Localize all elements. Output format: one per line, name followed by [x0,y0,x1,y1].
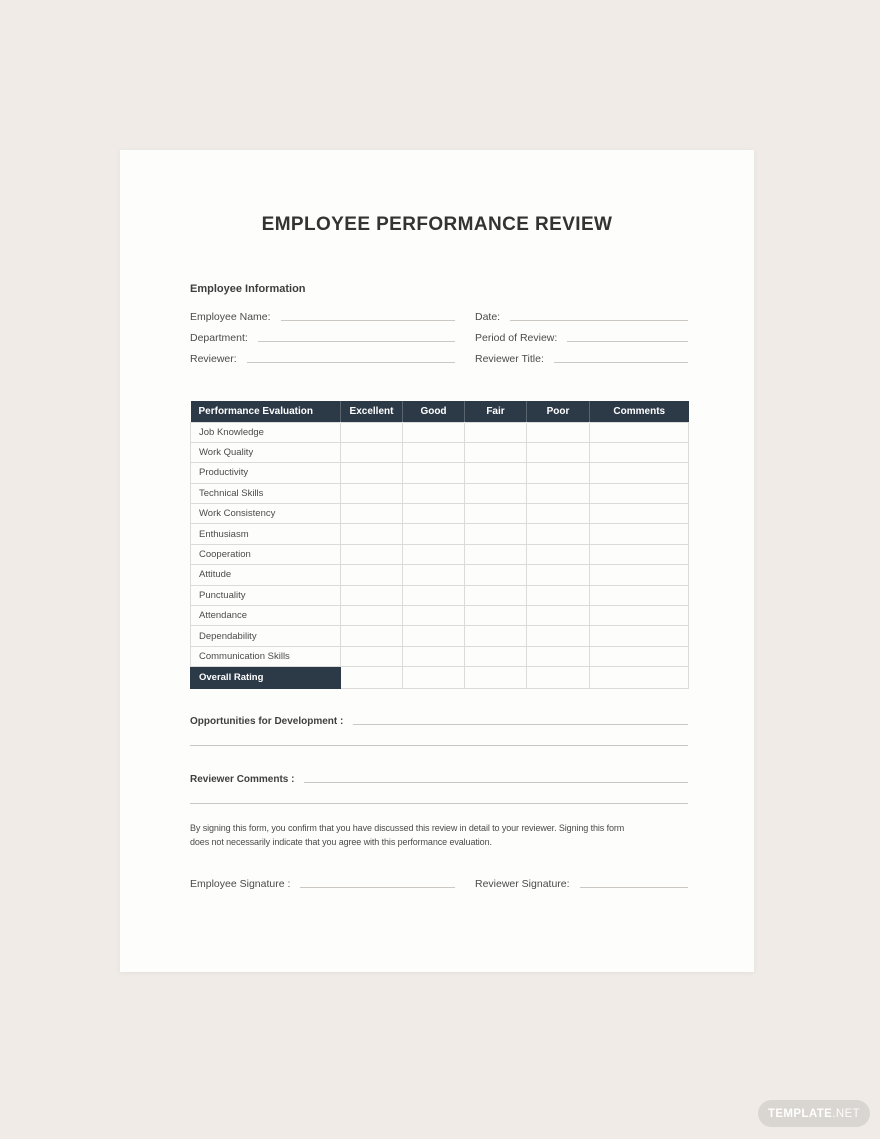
criterion-label: Attitude [191,565,341,585]
poor-rating-cell[interactable] [527,442,590,462]
good-rating-cell[interactable] [403,565,465,585]
department-input[interactable] [258,341,455,342]
reviewer-signature-field [475,878,688,893]
column-header-excellent: Excellent [341,401,403,422]
fair-rating-cell[interactable] [465,544,527,564]
fair-rating-cell[interactable] [465,442,527,462]
table-row [191,504,689,524]
good-rating-cell[interactable] [403,646,465,666]
opportunities-for-development-label: Opportunities for Development : [190,716,344,727]
fair-rating-cell[interactable] [465,585,527,605]
table-row [191,606,689,626]
info-row [190,347,688,368]
good-rating-cell[interactable] [403,585,465,605]
watermark-text-primary: TEMPLATE [767,1107,833,1120]
good-rating-cell[interactable] [403,504,465,524]
criterion-label: Cooperation [191,544,341,564]
column-header-performance-evaluation: Performance Evaluation [191,401,341,422]
signature-row [190,872,688,893]
reviewer-signature-label: Reviewer Signature: [475,878,570,890]
period-of-review-field [475,332,688,347]
reviewer-title-field [475,353,688,368]
comments-rating-cell[interactable] [590,626,689,646]
excellent-rating-cell[interactable] [341,585,403,605]
comments-rating-cell[interactable] [590,544,689,564]
period-of-review-input[interactable] [567,341,688,342]
fair-rating-cell[interactable] [465,483,527,503]
poor-rating-cell[interactable] [527,483,590,503]
poor-rating-cell[interactable] [527,626,590,646]
disclaimer-line-2: does not necessarily indicate that you agree with this performance evaluation. [190,836,492,847]
employee-info-heading: Employee Information [190,283,306,295]
reviewer-title-label: Reviewer Title: [475,353,544,365]
good-rating-cell[interactable] [403,626,465,646]
fair-rating-cell[interactable] [465,524,527,544]
criterion-label: Work Consistency [191,504,341,524]
criterion-label: Enthusiasm [191,524,341,544]
excellent-rating-cell[interactable] [341,565,403,585]
comments-rating-cell[interactable] [590,606,689,626]
comments-rating-cell[interactable] [590,442,689,462]
table-row [191,422,689,442]
fair-rating-cell[interactable] [465,667,527,689]
comments-rating-cell[interactable] [590,667,689,689]
poor-rating-cell[interactable] [527,585,590,605]
excellent-rating-cell[interactable] [341,626,403,646]
employee-signature-input[interactable] [300,887,455,888]
employee-name-field [190,311,455,326]
reviewer-input[interactable] [247,362,455,363]
good-rating-cell[interactable] [403,524,465,544]
poor-rating-cell[interactable] [527,667,590,689]
comments-rating-cell[interactable] [590,463,689,483]
poor-rating-cell[interactable] [527,544,590,564]
criterion-label: Punctuality [191,585,341,605]
good-rating-cell[interactable] [403,667,465,689]
info-row [190,326,688,347]
poor-rating-cell[interactable] [527,646,590,666]
comments-rating-cell[interactable] [590,524,689,544]
criterion-label: Communication Skills [191,646,341,666]
comments-rating-cell[interactable] [590,504,689,524]
employee-signature-field [190,878,455,893]
employee-name-input[interactable] [281,320,455,321]
overall-rating-label: Overall Rating [191,667,341,689]
criterion-label: Job Knowledge [191,422,341,442]
column-header-fair: Fair [465,401,527,422]
document-page [120,150,754,972]
reviewer-comments-extra-line[interactable] [190,803,688,804]
page-title: EMPLOYEE PERFORMANCE REVIEW [261,214,613,235]
table-row [191,483,689,503]
performance-evaluation-table [190,401,689,689]
comments-rating-cell[interactable] [590,422,689,442]
reviewer-comments-label: Reviewer Comments : [190,774,295,785]
table-row [191,646,689,666]
employee-info-grid [190,305,688,368]
poor-rating-cell[interactable] [527,565,590,585]
reviewer-comments-input[interactable] [304,782,688,783]
table-header-row [191,401,689,422]
poor-rating-cell[interactable] [527,504,590,524]
reviewer-label: Reviewer: [190,353,237,365]
fair-rating-cell[interactable] [465,626,527,646]
table-row [191,442,689,462]
good-rating-cell[interactable] [403,606,465,626]
date-input[interactable] [510,320,688,321]
reviewer-field [190,353,455,368]
table-row [191,626,689,646]
fair-rating-cell[interactable] [465,606,527,626]
date-field [475,311,688,326]
period-of-review-label: Period of Review: [475,332,558,344]
signing-disclaimer [190,822,694,849]
department-label: Department: [190,332,248,344]
table-row [191,524,689,544]
table-row [191,585,689,605]
excellent-rating-cell[interactable] [341,422,403,442]
excellent-rating-cell[interactable] [341,667,403,689]
opportunities-for-development-field [190,713,688,729]
column-header-good: Good [403,401,465,422]
fair-rating-cell[interactable] [465,504,527,524]
column-header-poor: Poor [527,401,590,422]
department-field [190,332,455,347]
good-rating-cell[interactable] [403,422,465,442]
good-rating-cell[interactable] [403,483,465,503]
criterion-label: Dependability [191,626,341,646]
reviewer-comments-field [190,771,688,787]
opportunities-extra-line[interactable] [190,745,688,746]
comments-rating-cell[interactable] [590,565,689,585]
comments-rating-cell[interactable] [590,483,689,503]
table-row [191,565,689,585]
poor-rating-cell[interactable] [527,463,590,483]
opportunities-for-development-input[interactable] [353,724,688,725]
reviewer-signature-input[interactable] [580,887,688,888]
good-rating-cell[interactable] [403,442,465,462]
employee-signature-label: Employee Signature : [190,878,291,890]
excellent-rating-cell[interactable] [341,483,403,503]
good-rating-cell[interactable] [403,463,465,483]
excellent-rating-cell[interactable] [341,544,403,564]
poor-rating-cell[interactable] [527,524,590,544]
comments-rating-cell[interactable] [590,585,689,605]
fair-rating-cell[interactable] [465,422,527,442]
excellent-rating-cell[interactable] [341,442,403,462]
info-row [190,305,688,326]
criterion-label: Technical Skills [191,483,341,503]
excellent-rating-cell[interactable] [341,524,403,544]
date-label: Date: [475,311,501,323]
excellent-rating-cell[interactable] [341,504,403,524]
criterion-label: Work Quality [191,442,341,462]
poor-rating-cell[interactable] [527,606,590,626]
reviewer-title-input[interactable] [554,362,688,363]
comments-rating-cell[interactable] [590,646,689,666]
fair-rating-cell[interactable] [465,463,527,483]
criterion-label: Attendance [191,606,341,626]
criterion-label: Productivity [191,463,341,483]
watermark-text-secondary: .NET [832,1107,861,1120]
poor-rating-cell[interactable] [527,422,590,442]
table-row [191,544,689,564]
template-net-watermark [758,1100,870,1127]
table-row [191,463,689,483]
fair-rating-cell[interactable] [465,646,527,666]
employee-name-label: Employee Name: [190,311,271,323]
excellent-rating-cell[interactable] [341,646,403,666]
overall-rating-row [191,667,689,689]
fair-rating-cell[interactable] [465,565,527,585]
excellent-rating-cell[interactable] [341,606,403,626]
disclaimer-line-1: By signing this form, you confirm that you have discussed this review in detail to your reviewer. Signing this form [190,823,625,833]
good-rating-cell[interactable] [403,544,465,564]
column-header-comments: Comments [590,401,689,422]
excellent-rating-cell[interactable] [341,463,403,483]
